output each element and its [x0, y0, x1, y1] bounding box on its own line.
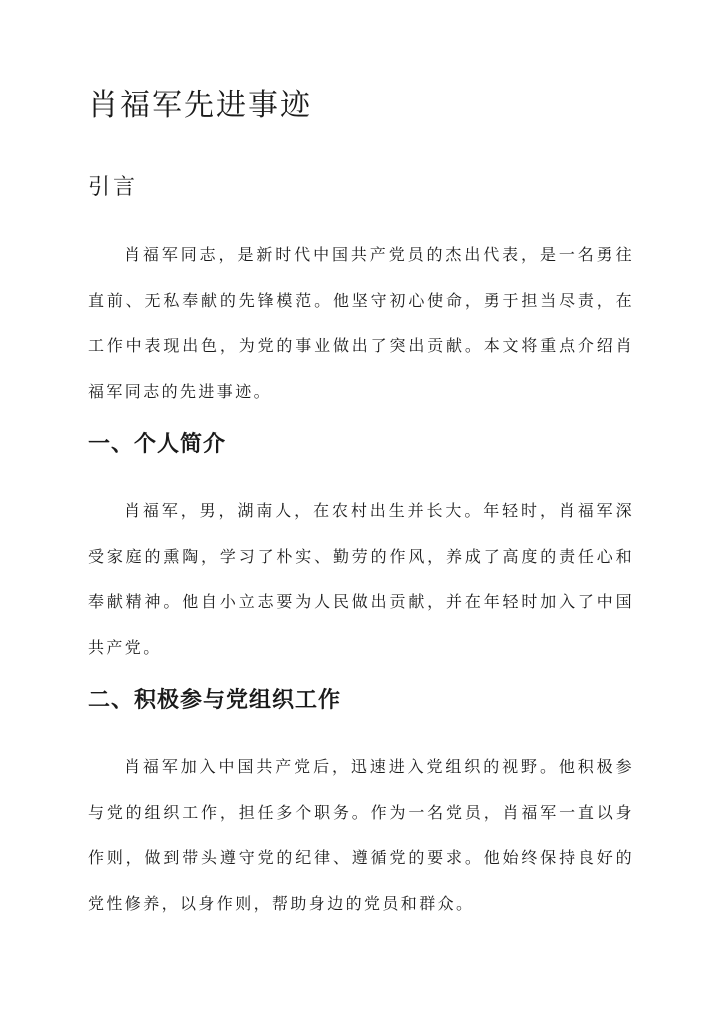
document-title: 肖福军先进事迹: [88, 88, 312, 123]
section-paragraph-profile: 肖福军，男，湖南人，在农村出生并长大。年轻时，肖福军深受家庭的熏陶，学习了朴实、勤劳的作风，养成了高度的责任心和奉献精神。他自小立志要为人民做出贡献，并在年轻时加入了中国共产党。: [88, 501, 634, 657]
section-paragraph-party-work: 肖福军加入中国共产党后，迅速进入党组织的视野。他积极参与党的组织工作，担任多个职务。作为一名党员，肖福军一直以身作则，做到带头遵守党的纪律、遵循党的要求。他始终保持良好的党性修养，以身作则，帮助身边的党员和群众。: [88, 757, 634, 913]
section-heading-introduction: 引言: [88, 175, 139, 200]
section-paragraph-introduction: 肖福军同志，是新时代中国共产党员的杰出代表，是一名勇往直前、无私奉献的先锋模范。他坚守初心使命，勇于担当尽责，在工作中表现出色，为党的事业做出了突出贡献。本文将重点介绍肖福军同志的先进事迹。: [88, 245, 634, 401]
section-heading-party-work: 二、积极参与党组织工作: [88, 687, 342, 713]
section-heading-profile: 一、个人简介: [88, 431, 227, 457]
